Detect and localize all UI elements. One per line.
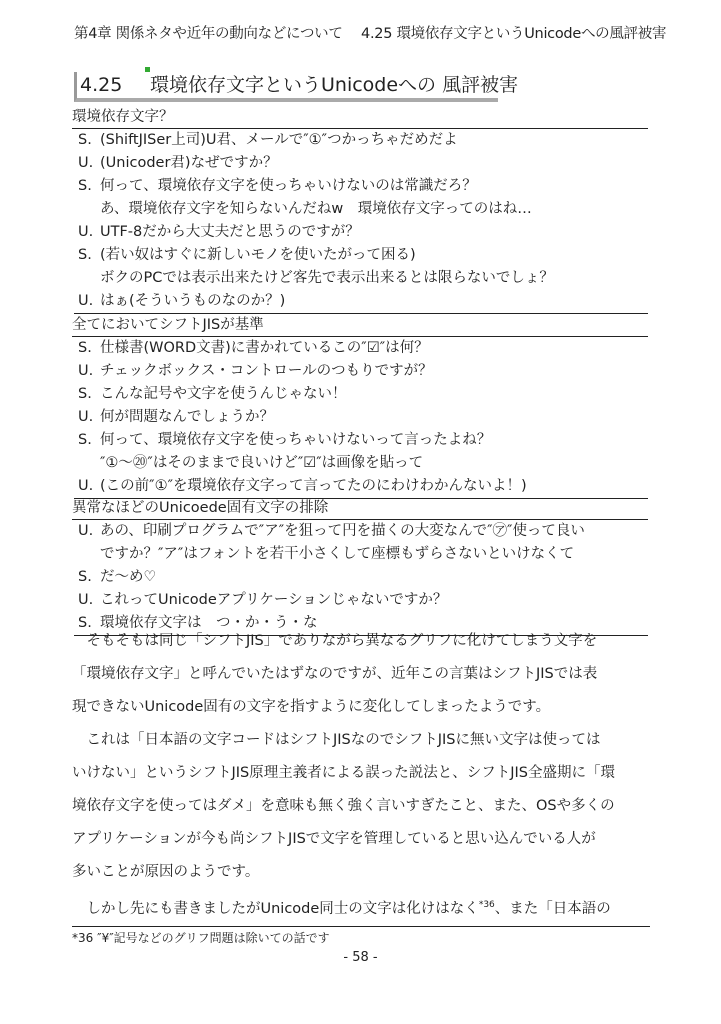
- speaker-label: U.: [78, 155, 94, 171]
- paragraph-text: しかし先にも書きましたがUnicode同士の文字は化けはなく: [72, 900, 479, 917]
- dialogue-text: あの、印刷プログラムで″ア″を狙って円を描くの大変なんで″㋐″使って良い: [100, 523, 585, 539]
- paragraph-line: いけない」というシフトJIS原理主義者による誤った説法と、シフトJIS全盛期に「環: [72, 765, 616, 781]
- dialogue-text: あ、環境依存文字を知らないんだねw 環境依存文字ってのはね…: [100, 201, 532, 217]
- dialogue-line: [72, 152, 648, 175]
- speaker-label: S.: [78, 386, 92, 402]
- dialogue-text: ですか？″ア″はフォントを若干小さくして座標もずらさないといけなくて: [100, 546, 575, 562]
- dialogue-line: [72, 452, 648, 475]
- paragraph-line: 「環境依存文字」と呼んでいたはずなのですが、近年この言葉はシフトJISでは表: [72, 666, 598, 682]
- dialogue-text: (Unicoder君)なぜですか？: [100, 155, 278, 171]
- dialogue-line: [72, 337, 648, 360]
- speaker-label: U.: [78, 224, 94, 240]
- dialogue-text: UTF-8だから大丈夫だと思うのですが？: [100, 224, 360, 240]
- section-number: 4.25: [80, 74, 123, 96]
- dialogue-line: [72, 129, 648, 152]
- dialogue-line: [72, 383, 648, 406]
- dialogue-text: 環境依存文字は つ・か・う・な: [100, 615, 318, 631]
- footnote-divider: [72, 926, 650, 927]
- block-end-rule: [74, 313, 648, 314]
- paragraph-line: [72, 889, 652, 922]
- dialogue-line: [72, 267, 648, 290]
- section-heading: [74, 72, 519, 102]
- dialogue-text: 何が問題なんでしょうか？: [100, 409, 274, 425]
- dialogue-text: これってUnicodeアプリケーションじゃないですか？: [100, 592, 448, 608]
- footnote: *36 ″¥″記号などのグリフ問題は除いての話です: [72, 931, 330, 945]
- dialogue-line: [72, 543, 648, 566]
- dialogue-text: 仕様書(WORD文書)に書かれているこの″☑″は何？: [100, 340, 429, 356]
- speaker-label: S.: [78, 569, 92, 585]
- dialogue-text: 何って、環境依存文字を使っちゃいけないって言ったよね？: [100, 432, 492, 448]
- dialogue-text: だ～め♡: [100, 569, 157, 585]
- dialogue-text: チェックボックス・コントロールのつもりですが？: [100, 363, 433, 379]
- section-title: 環境依存文字というUnicodeへの 風評被害: [150, 74, 519, 96]
- running-header: 第4章 関係ネタや近年の動向などについて 4.25 環境依存文字というUnicodeへの風評被害: [74, 26, 667, 42]
- dialogue-text: ボクのPCでは表示出来たけど客先で表示出来るとは限らないでしょ？: [100, 270, 554, 286]
- speaker-label: U.: [78, 363, 94, 379]
- speaker-label: U.: [78, 592, 94, 608]
- paragraph-line: これは「日本語の文字コードはシフトJISなのでシフトJISに無い文字は使っては: [72, 732, 601, 748]
- paragraph-line: 多いことが原因のようです。: [72, 864, 260, 880]
- paragraph-line: アプリケーションが今も尚シフトJISで文字を管理していると思い込んでいる人が: [72, 831, 596, 847]
- speaker-label: S.: [78, 132, 92, 148]
- dialogue-block: [72, 498, 648, 636]
- dialogue-block-title: 全てにおいてシフトJISが基準: [72, 315, 648, 337]
- speaker-label: S.: [78, 178, 92, 194]
- speaker-label: U.: [78, 478, 94, 494]
- dialogue-line: [72, 566, 648, 589]
- dialogue-block-title: 異常なほどのUnicoede固有文字の排除: [72, 498, 648, 520]
- dialogue-text: こんな記号や文字を使うんじゃない！: [100, 386, 347, 402]
- dialogue-block-title: 環境依存文字？: [72, 107, 648, 129]
- page-number: - 58 -: [343, 950, 378, 965]
- dialogue-line: [72, 221, 648, 244]
- speaker-label: S.: [78, 340, 92, 356]
- body-text: [72, 625, 652, 922]
- dialogue-text: (この前″①″を環境依存文字って言ってたのにわけわかんないよ！): [100, 478, 527, 494]
- speaker-label: U.: [78, 523, 94, 539]
- dialogue-line: [72, 589, 648, 612]
- dialogue-line: [72, 429, 648, 452]
- dialogue-line: [72, 475, 648, 498]
- dialogue-text: (ShiftJISer上司)U君、メールで″①″つかっちゃだめだよ: [100, 132, 458, 148]
- dialogue-line: [72, 520, 648, 543]
- paragraph-line: そもそもは同じ「シフトJIS」でありながら異なるグリフに化けてしまう文字を: [72, 633, 598, 649]
- paragraph-line: 境依存文字を使ってはダメ」を意味も無く強く言いすぎたこと、また、OSや多くの: [72, 798, 615, 814]
- dialogue-line: [72, 290, 648, 313]
- dialogue-text: (若い奴はすぐに新しいモノを使いたがって困る): [100, 247, 416, 263]
- dialogue-text: 何って、環境依存文字を使っちゃいけないのは常識だろ？: [100, 178, 477, 194]
- dialogue-line: [72, 175, 648, 198]
- paragraph-text: 、また「日本語の: [494, 900, 611, 917]
- speaker-label: S.: [78, 615, 92, 631]
- paragraph-line: 現できないUnicode固有の文字を指すように変化してしまったようです。: [72, 699, 551, 715]
- dialogue-line: [72, 406, 648, 429]
- dialogue-text: ″①～⑳″はそのままで良いけど″☑″は画像を貼って: [100, 455, 424, 471]
- speaker-label: S.: [78, 432, 92, 448]
- speaker-label: U.: [78, 409, 94, 425]
- speaker-label: U.: [78, 293, 94, 309]
- dialogue-line: [72, 360, 648, 383]
- footnote-reference[interactable]: *36: [478, 900, 495, 910]
- dialogue-line: [72, 244, 648, 267]
- dialogue-line: [72, 198, 648, 221]
- dialogue-block: [72, 315, 648, 499]
- speaker-label: S.: [78, 247, 92, 263]
- dialogue-block: [72, 107, 648, 314]
- dialogue-text: はぁ(そういうものなのか？): [100, 293, 286, 309]
